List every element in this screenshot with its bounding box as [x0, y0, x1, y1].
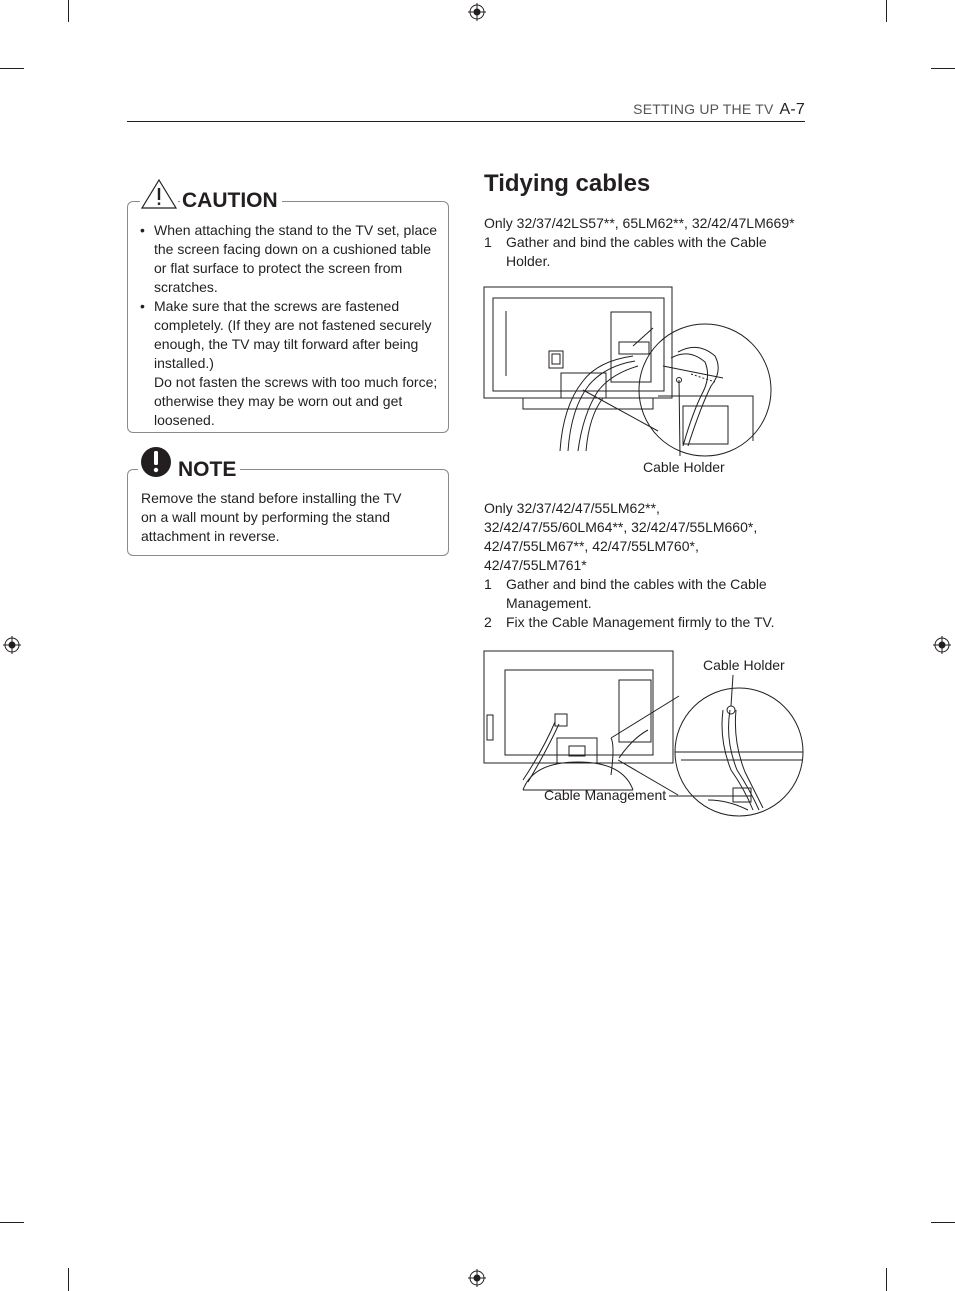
figure2-label-cable-management: Cable Management: [544, 787, 667, 803]
section1-models: Only 32/37/42LS57**, 65LM62**, 32/42/47LM669*: [484, 215, 795, 231]
crop-mark: [931, 1222, 955, 1223]
crop-mark: [0, 68, 24, 69]
bullet: •: [140, 222, 145, 238]
warning-triangle-icon: [140, 178, 178, 210]
crop-mark: [931, 68, 955, 69]
tv-back-cable-holder-illustration: [483, 286, 775, 458]
crop-mark: [0, 1222, 24, 1223]
caution-item-1: When attaching the stand to the TV set, place the screen facing down on a cushioned table or flat surface to protect the screen from scratches.: [154, 222, 438, 295]
step-text: Fix the Cable Management firmly to the TV.: [506, 614, 775, 630]
step-number: 1: [484, 234, 492, 250]
page-title: Tidying cables: [484, 170, 651, 197]
section2-models: Only 32/37/42/47/55LM62**, 32/42/47/55/60LM64**, 32/42/47/55LM660*, 42/47/55LM67**, 42/47/55LM760*, 42/47/55LM761*: [484, 500, 758, 573]
step-number: 2: [484, 614, 492, 630]
step-number: 1: [484, 576, 492, 592]
crop-mark: [886, 1268, 887, 1291]
note-title: NOTE: [176, 458, 240, 482]
running-header: [633, 101, 805, 119]
header-rule: [127, 121, 805, 122]
exclamation-icon: [138, 445, 176, 481]
bullet: •: [140, 298, 145, 314]
registration-mark-icon: [3, 636, 21, 654]
crop-mark: [68, 0, 69, 22]
step-text: Gather and bind the cables with the Cable Holder.: [506, 234, 767, 269]
figure2-label-cable-holder: Cable Holder: [703, 657, 785, 673]
caution-box: [127, 201, 449, 433]
figure1-label-cable-holder: Cable Holder: [643, 459, 725, 475]
caution-item-2-extra: Do not fasten the screws with too much force; otherwise they may be worn out and get loosened.: [154, 374, 438, 428]
registration-mark-icon: [468, 1269, 486, 1287]
caution-item-2: Make sure that the screws are fastened completely. (If they are not fastened securely enough, the TV may tilt forward after being installed.): [154, 298, 432, 371]
note-text: Remove the stand before installing the TV on a wall mount by performing the stand attachment in reverse.: [141, 490, 402, 544]
registration-mark-icon: [468, 3, 486, 21]
registration-mark-icon: [933, 636, 951, 654]
step-text: Gather and bind the cables with the Cable Management.: [506, 576, 767, 611]
note-box: [127, 469, 449, 556]
page-number: A-7: [779, 101, 805, 118]
caution-title: CAUTION: [180, 189, 282, 213]
crop-mark: [886, 0, 887, 22]
header-section: SETTING UP THE TV: [633, 101, 774, 117]
crop-mark: [68, 1268, 69, 1291]
